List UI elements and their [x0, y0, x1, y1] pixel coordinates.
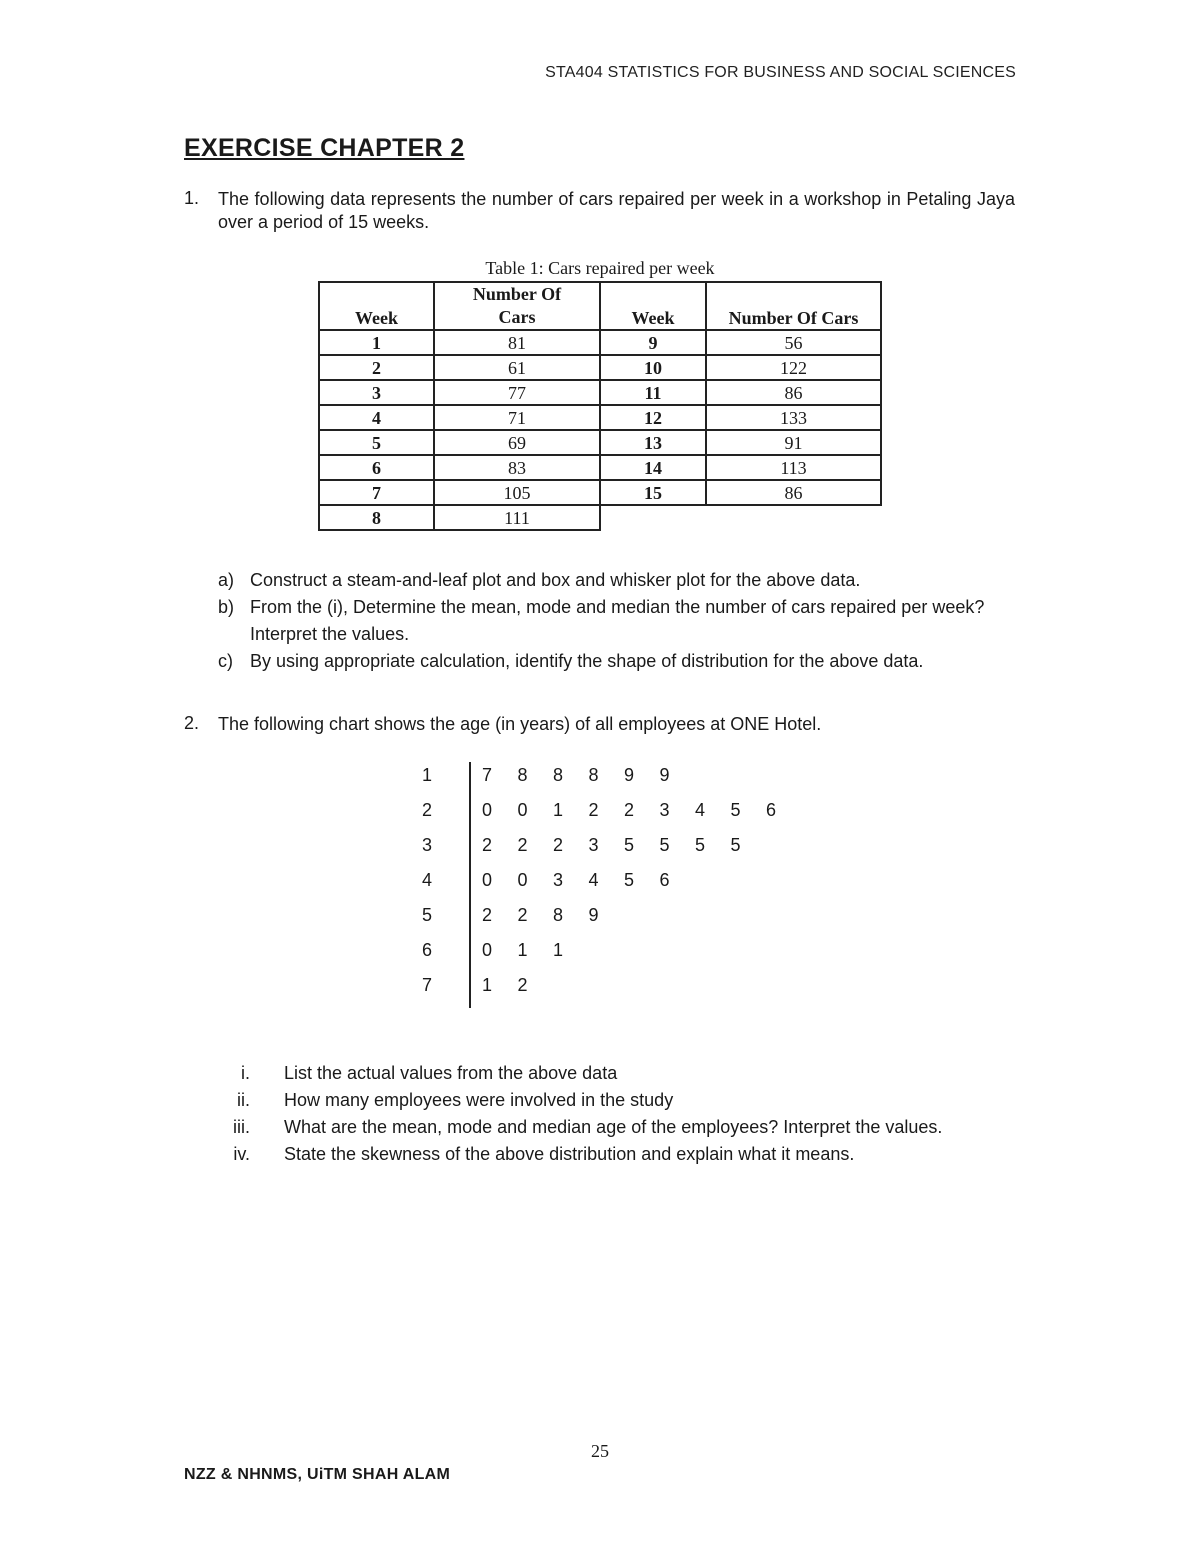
header-week-2: Week — [600, 282, 706, 330]
table-caption: Table 1: Cars repaired per week — [485, 258, 715, 278]
header-cars-1-label: Number Of Cars — [472, 284, 562, 327]
leaf-value: 1 — [481, 975, 492, 995]
week-cell: 1 — [319, 330, 434, 355]
week-cell: 5 — [319, 430, 434, 455]
leaf-value: 2 — [481, 905, 492, 925]
leaf-value: 0 — [517, 800, 528, 820]
leaf-value: 0 — [481, 870, 492, 890]
leaf-value: 9 — [659, 765, 670, 785]
leaf-value: 5 — [694, 835, 705, 855]
cars-cell: 81 — [434, 330, 600, 355]
leaf-value: 1 — [552, 940, 563, 960]
leaf-value: 5 — [623, 870, 634, 890]
subquestion-numeral: i. — [241, 1063, 250, 1083]
subquestion-text: State the skewness of the above distribution and explain what it means. — [284, 1144, 855, 1164]
week-cell: 7 — [319, 480, 434, 505]
cars-cell: 86 — [706, 380, 881, 405]
table-header-row — [319, 282, 881, 330]
table-row — [319, 505, 881, 530]
leaf-value: 6 — [765, 800, 776, 820]
leaf-value: 4 — [694, 800, 705, 820]
subquestion-text: Construct a steam-and-leaf plot and box and whisker plot for the above data. — [250, 570, 861, 590]
stem-divider-line — [469, 762, 471, 1008]
leaf-value: 8 — [552, 765, 563, 785]
question-1-text: The following data represents the number of cars repaired per week in a workshop in Petaling Jaya over a period of 15 weeks. — [218, 189, 1015, 232]
stem-value: 2 — [421, 800, 432, 820]
leaf-value: 2 — [517, 975, 528, 995]
stem-value: 6 — [421, 940, 432, 960]
leaf-value: 8 — [552, 905, 563, 925]
stem-value: 7 — [421, 975, 432, 995]
leaf-value: 5 — [623, 835, 634, 855]
stem-value: 5 — [421, 905, 432, 925]
subquestion-letter: b) — [218, 597, 235, 617]
leaf-value: 3 — [588, 835, 599, 855]
week-cell: 2 — [319, 355, 434, 380]
leaf-value: 1 — [517, 940, 528, 960]
stem-value: 4 — [421, 870, 432, 890]
header-cars-2: Number Of Cars — [706, 282, 881, 330]
leaf-value: 6 — [659, 870, 670, 890]
leaf-value: 2 — [517, 905, 528, 925]
cars-cell: 86 — [706, 480, 881, 505]
cars-cell: 56 — [706, 330, 881, 355]
subquestion-numeral: ii. — [237, 1090, 250, 1110]
table-row — [319, 455, 881, 480]
stem-value: 3 — [421, 835, 432, 855]
week-cell: 12 — [600, 405, 706, 430]
table-row — [319, 380, 881, 405]
cars-cell: 71 — [434, 405, 600, 430]
week-cell: 14 — [600, 455, 706, 480]
question-2-text: The following chart shows the age (in years) of all employees at ONE Hotel. — [218, 714, 822, 734]
leaf-value: 0 — [481, 940, 492, 960]
leaf-value: 8 — [517, 765, 528, 785]
cars-cell — [706, 505, 881, 530]
question-2-number: 2. — [184, 713, 200, 733]
page-title: EXERCISE CHAPTER 2 — [184, 134, 465, 162]
leaf-value: 9 — [588, 905, 599, 925]
week-cell: 10 — [600, 355, 706, 380]
leaf-value: 2 — [623, 800, 634, 820]
header-cars-1 — [434, 282, 600, 330]
leaf-value: 2 — [517, 835, 528, 855]
week-cell: 9 — [600, 330, 706, 355]
table-row — [319, 480, 881, 505]
leaf-value: 2 — [481, 835, 492, 855]
cars-cell: 83 — [434, 455, 600, 480]
subquestion-numeral: iv. — [233, 1144, 250, 1164]
leaf-value: 4 — [588, 870, 599, 890]
stem-value: 1 — [421, 765, 432, 785]
leaf-value: 5 — [730, 800, 741, 820]
footer-authors: NZZ & NHNMS, UiTM SHAH ALAM — [184, 1466, 451, 1483]
leaf-value: 0 — [517, 870, 528, 890]
subquestion-text: What are the mean, mode and median age of the employees? Interpret the values. — [284, 1117, 943, 1137]
subquestion-text: From the (i), Determine the mean, mode and median the number of cars repaired per week? Interpret the values. — [250, 597, 985, 644]
header-week-1: Week — [319, 282, 434, 330]
week-cell: 6 — [319, 455, 434, 480]
cars-repaired-table — [318, 281, 882, 531]
cars-cell: 105 — [434, 480, 600, 505]
week-cell: 8 — [319, 505, 434, 530]
cars-cell: 133 — [706, 405, 881, 430]
leaf-value: 5 — [730, 835, 741, 855]
subquestion-text: List the actual values from the above data — [284, 1063, 618, 1083]
leaf-value: 8 — [588, 765, 599, 785]
week-cell: 3 — [319, 380, 434, 405]
leaf-value: 2 — [588, 800, 599, 820]
leaf-value: 3 — [552, 870, 563, 890]
cars-cell: 122 — [706, 355, 881, 380]
page-number: 25 — [591, 1441, 609, 1461]
table-row — [319, 405, 881, 430]
week-cell: 15 — [600, 480, 706, 505]
subquestion-letter: c) — [218, 651, 233, 671]
leaf-value: 0 — [481, 800, 492, 820]
table-row — [319, 430, 881, 455]
leaf-value: 5 — [659, 835, 670, 855]
leaf-value: 2 — [552, 835, 563, 855]
leaf-value: 9 — [623, 765, 634, 785]
question-1-number: 1. — [184, 188, 200, 208]
week-cell: 11 — [600, 380, 706, 405]
leaf-value: 7 — [481, 765, 492, 785]
leaf-value: 1 — [552, 800, 563, 820]
week-cell: 4 — [319, 405, 434, 430]
cars-cell: 69 — [434, 430, 600, 455]
week-cell — [600, 505, 706, 530]
subquestion-letter: a) — [218, 570, 235, 590]
table-row — [319, 330, 881, 355]
leaf-value: 3 — [659, 800, 670, 820]
subquestion-numeral: iii. — [233, 1117, 250, 1137]
cars-cell: 113 — [706, 455, 881, 480]
week-cell: 13 — [600, 430, 706, 455]
cars-cell: 91 — [706, 430, 881, 455]
cars-cell: 61 — [434, 355, 600, 380]
subquestion-text: How many employees were involved in the study — [284, 1090, 674, 1110]
table-row — [319, 355, 881, 380]
subquestion-text: By using appropriate calculation, identify the shape of distribution for the above data. — [250, 651, 924, 671]
course-header: STA404 STATISTICS FOR BUSINESS AND SOCIAL SCIENCES — [545, 64, 1016, 81]
cars-cell: 111 — [434, 505, 600, 530]
cars-cell: 77 — [434, 380, 600, 405]
